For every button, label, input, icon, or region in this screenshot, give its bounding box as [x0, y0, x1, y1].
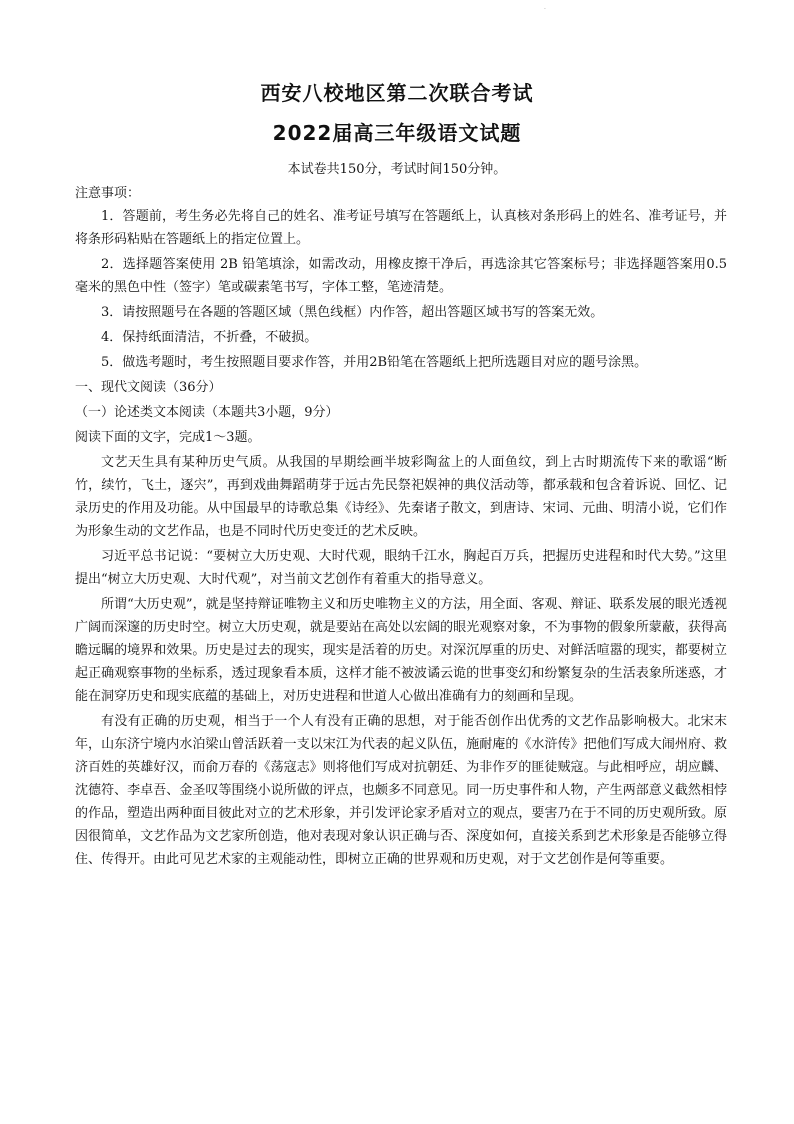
passage-paragraph: 习近平总书记说：“要树立大历史观、大时代观，眼纳千江水，胸起百万兵，把握历史进程和时代大势。”这里提出“树立大历史观、大时代观”，对当前文艺创作有着重大的指导意义。: [75, 549, 727, 587]
notice-item: 2．选择题答案使用 2B 铅笔填涂，如需改动，用橡皮擦干净后，再选涂其它答案标号；非选择题答案用0.5毫米的黑色中性（签字）笔或碳素笔书写，字体工整，笔迹清楚。: [75, 257, 727, 295]
exam-info: 本试卷共150分，考试时间150分钟。: [287, 162, 507, 177]
notice-item: 3．请按照题号在各题的答题区域（黑色线框）内作答，超出答题区域书写的答案无效。: [101, 305, 604, 320]
passage-paragraph: 有没有正确的历史观，相当于一个人有没有正确的思想，对于能否创作出优秀的文艺作品影响极大。北宋末年，山东济宁境内水泊梁山曾活跃着一支以宋江为代表的起义队伍，施耐庵的《水浒传》把他们写成大闹州府、救济百姓的英雄好汉，而俞万春的《荡寇志》则将他们写成对抗朝廷、为非作歹的匪徒贼寇。与此相呼应，胡应麟、沈德符、李卓吾、金圣叹等围绕小说所做的评点，也颇多不同意见。同一历史事件和人物，产生两部意义截然相悖的作品，塑造出两种面目彼此对立的艺术形象，并引发评论家矛盾对立的观点，要害乃在于不同的历史观所致。原因很简单，文艺作品为文艺家所创造，他对表现对象认识正确与否、深度如何，直接关系到艺术形象是否能够立得住、传得开。由此可见艺术家的主观能动性，即树立正确的世界观和历史观，对于文艺创作是何等重要。: [75, 714, 727, 867]
exam-subtitle: 2022届高三年级语文试题: [272, 121, 522, 145]
notice-item: 5．做选考题时，考生按照题目要求作答，并用2B铅笔在答题纸上把所选题目对应的题号涂黑。: [101, 355, 648, 370]
passage-paragraph: 文艺天生具有某种历史气质。从我国的早期绘画半坡彩陶盆上的人面鱼纹，到上古时期流传下来的歌谣“断竹，续竹，飞土，逐宍”，再到戏曲舞蹈萌芽于远古先民祭祀娱神的典仪活动等，都承载和包含着诉说、回忆、记录历史的作用及功能。从中国最早的诗歌总集《诗经》、先秦诸子散文，到唐诗、宋词、元曲、明清小说，它们作为形象生动的文艺作品，也是不同时代历史变迁的艺术反映。: [75, 455, 727, 539]
passage-paragraph: 所谓“大历史观”，就是坚持辩证唯物主义和历史唯物主义的方法，用全面、客观、辩证、联系发展的眼光透视广阔而深邃的历史时空。树立大历史观，就是要站在高处以宏阔的眼光观察对象，不为事物的假象所蒙蔽，获得高瞻远瞩的境界和效果。历史是过去的现实，现实是活着的历史。对深沉厚重的历史、对鲜活喧嚣的现实，都要树立起正确观察事物的坐标系，透过现象看本质，这样才能不被波谲云诡的世事变幻和纷繁复杂的生活表象所迷惑，才能在洞穿历史和现实底蕴的基础上，对历史进程和世道人心做出准确有力的刻画和呈现。: [75, 597, 727, 704]
section-subheading: （一）论述类文本阅读（本题共3小题，9分）: [75, 405, 339, 420]
exam-title: 西安八校地区第二次联合考试: [260, 81, 534, 105]
notice-item: 1．答题前，考生务必先将自己的姓名、准考证号填写在答题纸上，认真核对条形码上的姓名、准考证号，并将条形码粘贴在答题纸上的指定位置上。: [75, 209, 727, 247]
notice-item: 4．保持纸面清洁，不折叠，不破损。: [101, 330, 318, 345]
reading-instruction: 阅读下面的文字，完成1～3题。: [75, 430, 261, 445]
section-heading: 一、现代文阅读（36分）: [75, 380, 222, 395]
notice-heading: 注意事项：: [75, 186, 141, 201]
page-mark: ·: [544, 6, 546, 13]
exam-body: [75, 182, 727, 871]
